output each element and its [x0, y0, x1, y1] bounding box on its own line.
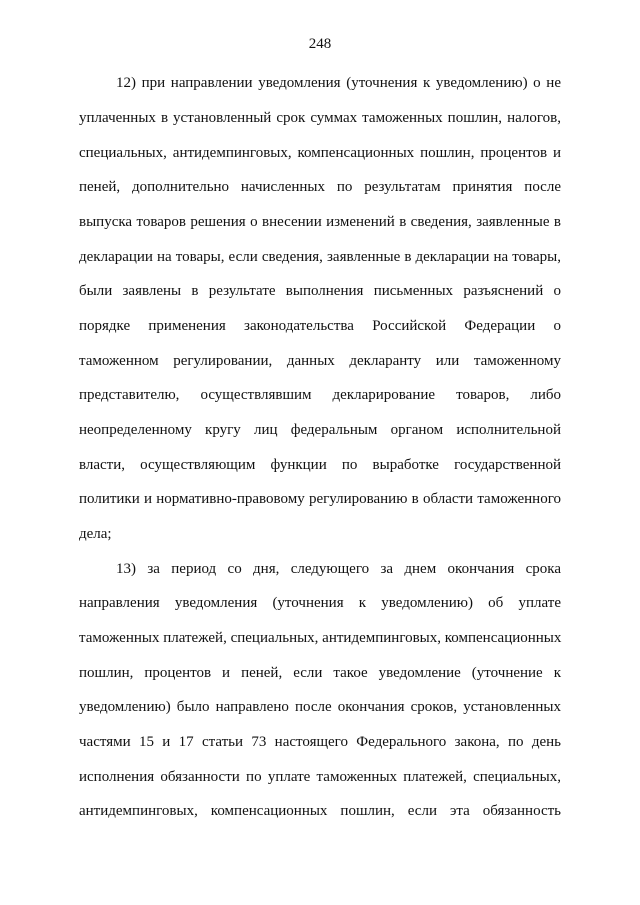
text-line: декларации на товары, если сведения, заявленные в декларации на товары, [79, 249, 561, 265]
text-line: порядке применения законодательства Российской Федерации о [79, 318, 561, 334]
text-line: пошлин, процентов и пеней, если такое уведомление (уточнение к [79, 665, 561, 681]
text-line: дела; [79, 526, 112, 542]
text-line: были заявлены в результате выполнения письменных разъяснений о [79, 283, 561, 299]
page-number: 248 [308, 36, 332, 52]
text-line: уплаченных в установленный срок суммах таможенных пошлин, налогов, [79, 110, 561, 126]
text-line: направления уведомления (уточнения к уведомлению) об уплате [79, 595, 561, 611]
text-line: специальных, антидемпинговых, компенсационных пошлин, процентов и [79, 145, 561, 161]
text-line: антидемпинговых, компенсационных пошлин, если эта обязанность [79, 803, 561, 819]
text-line: политики и нормативно-правовому регулированию в области таможенного [79, 491, 561, 507]
text-line: неопределенному кругу лиц федеральным органом исполнительной [79, 422, 561, 438]
text-line: власти, осуществляющим функции по выработке государственной [79, 457, 561, 473]
text-line: уведомлению) было направлено после окончания сроков, установленных [79, 699, 561, 715]
text-line: 12) при направлении уведомления (уточнения к уведомлению) о не [116, 75, 561, 91]
text-line: частями 15 и 17 статьи 73 настоящего Федерального закона, по день [79, 734, 561, 750]
text-line: таможенных платежей, специальных, антидемпинговых, компенсационных [79, 630, 562, 646]
text-line: представителю, осуществлявшим декларирование товаров, либо [79, 387, 561, 403]
text-line: 13) за период со дня, следующего за днем окончания срока [116, 561, 561, 577]
text-line: пеней, дополнительно начисленных по результатам принятия после [79, 179, 561, 195]
text-line: исполнения обязанности по уплате таможенных платежей, специальных, [79, 769, 561, 785]
text-line: таможенном регулировании, данных декларанту или таможенному [79, 353, 561, 369]
text-line: выпуска товаров решения о внесении изменений в сведения, заявленные в [79, 214, 561, 230]
